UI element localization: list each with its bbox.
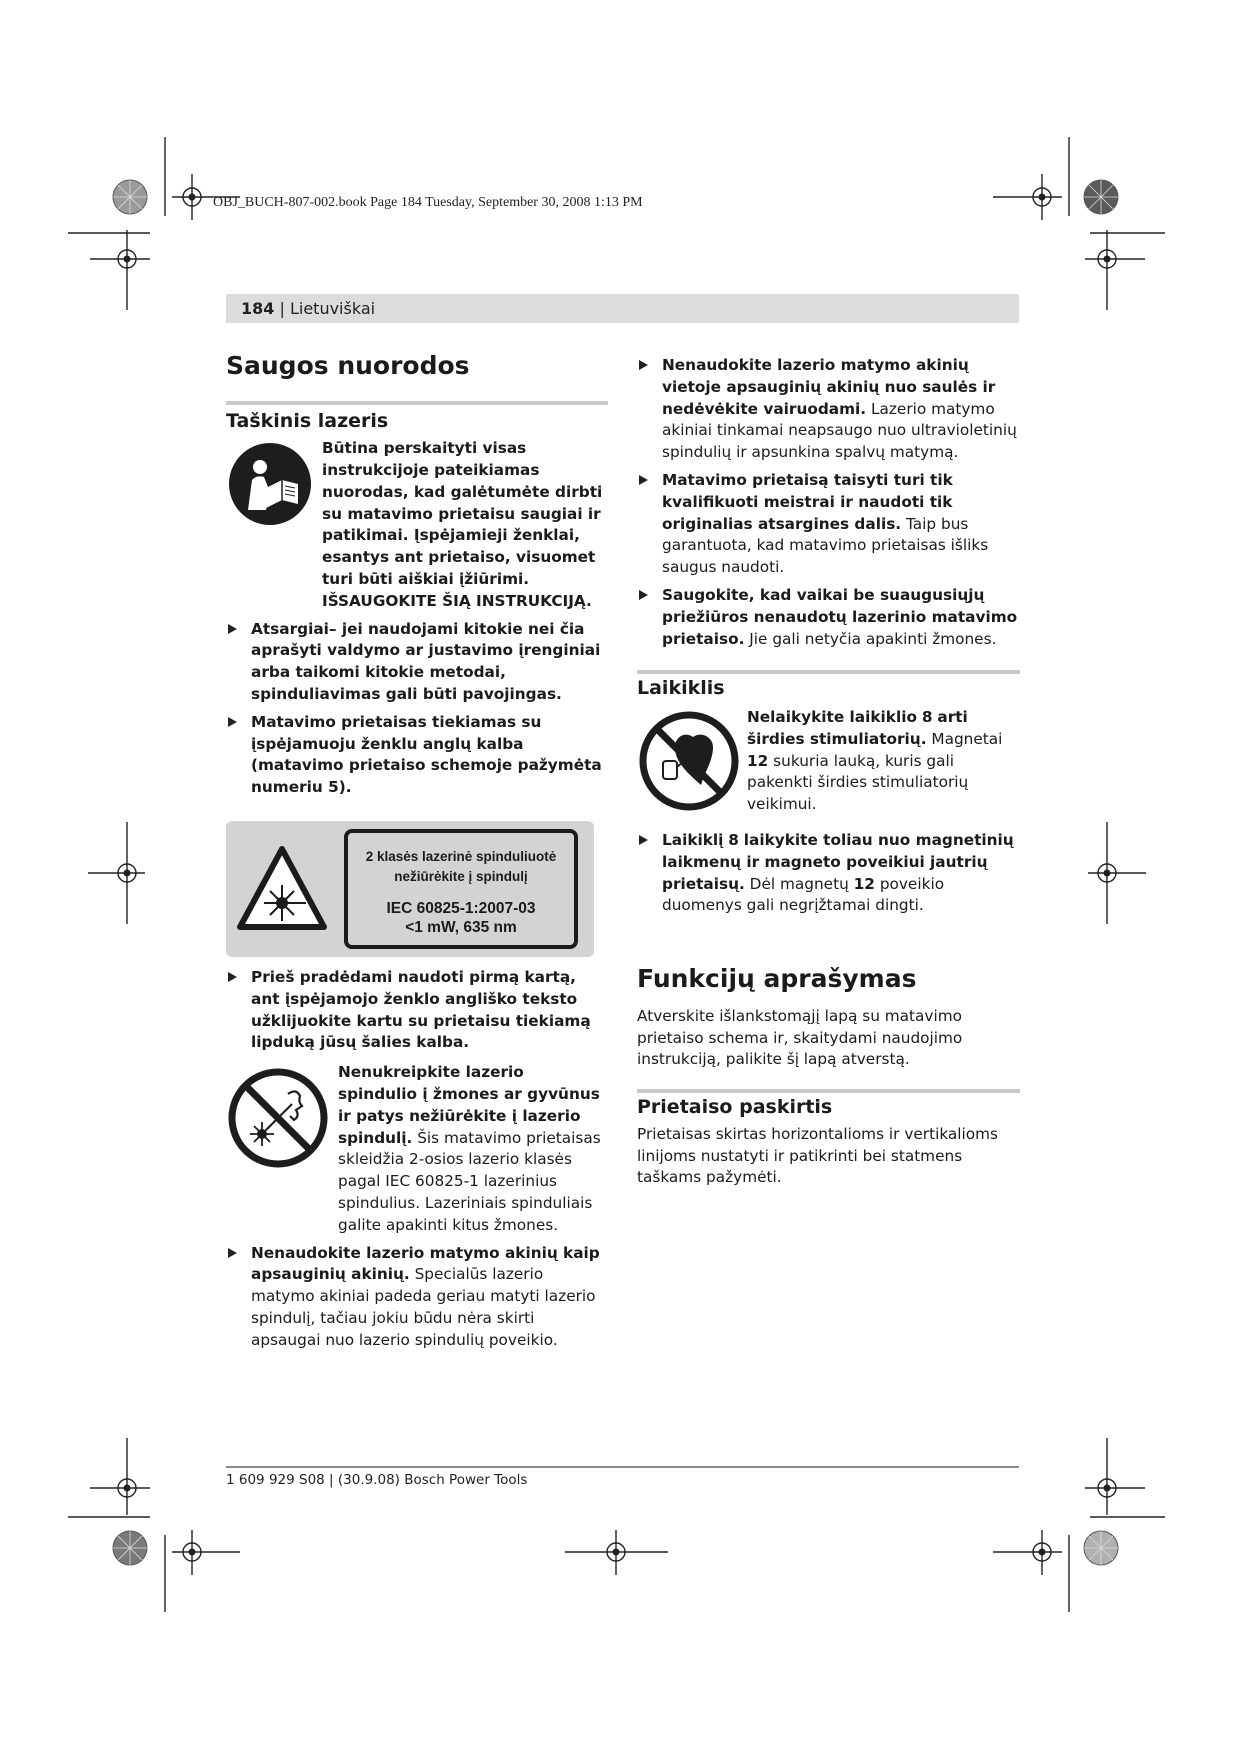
read-manual-icon [226, 440, 314, 528]
laser-warning-text: Nenukreipkite lazerio spindulio į žmones ar gyvūnus ir patys nežiūrėkite į lazerio spindulį. Šis matavimo prietaisas skleidžia 2-osios lazerio klasės pagal IEC 60825-1 lazerinius spindulius. Lazeriniais spinduliais galite apakinti kitus žmones. [338, 1063, 601, 1234]
list-item: Nenaudokite lazerio matymo akinių vietoje apsauginių akinių nuo saulės ir nedėvėkite vairuodami. Lazerio matymo akiniai tinkamai neapsaugo nuo ultravioletinių spindulių ir apsunkina spalvų matymą. [637, 355, 1020, 464]
page-header [241, 299, 375, 318]
list-item: Nenaudokite lazerio matymo akinių kaip apsauginių akinių. Specialūs lazerio matymo akiniai padeda geriau matyti lazerio spindulį, tačiau jokiu būdu nėra skirti apsaugai nuo lazerio spindulių poveikio. [226, 1243, 608, 1352]
section-rule [226, 401, 608, 405]
page-footer: 1 609 929 S08 | (30.9.08) Bosch Power Tools [226, 1472, 528, 1488]
bullet-triangle-icon [639, 360, 648, 370]
bullet-triangle-icon [639, 590, 648, 600]
warning-line-4: <1 mW, 635 nm [405, 918, 517, 936]
bullet-triangle-icon [228, 624, 237, 634]
warning-line-1: 2 klasės lazerinė spinduliuotė [365, 848, 557, 864]
bullet-triangle-icon [639, 835, 648, 845]
function-description-text: Atverskite išlankstomąjį lapą su matavimo prietaiso schema ir, skaitydami naudojimo instrukciją, palikite šį lapą atverstą. [637, 1006, 963, 1069]
section-rule [637, 670, 1020, 674]
pacemaker-warning-text: Nelaikykite laikiklio 8 arti širdies stimuliatorių. Magnetai 12 sukuria lauką, kuris gali pakenkti širdies stimuliatorių veikimui. [747, 708, 1003, 814]
left-column [226, 350, 608, 1351]
intended-use-text: Prietaisas skirtas horizontalioms ir vertikalioms linijoms nustatyti ir patikrinti bei statmens taškams pažymėti. [637, 1124, 999, 1187]
pacemaker-row [637, 707, 1020, 816]
read-manual-row [226, 438, 608, 612]
laser-hazard-row [226, 1062, 608, 1236]
list-item: Matavimo prietaisą taisyti turi tik kvalifikuoti meistrai ir naudoti tik originalias atsargines dalis. Taip bus garantuota, kad matavimo prietaisas išliks saugus naudoti. [637, 470, 1020, 579]
footer-rule [226, 1466, 1019, 1468]
section-rule [637, 1089, 1020, 1093]
print-info: OBJ_BUCH-807-002.book Page 184 Tuesday, September 30, 2008 1:13 PM [213, 195, 643, 210]
left-bullets-3 [226, 1243, 608, 1352]
left-bullets-2 [226, 967, 608, 1054]
left-bullets-1 [226, 619, 608, 799]
safety-title: Saugos nuorodos [226, 351, 470, 380]
right-column [637, 355, 1020, 1189]
point-laser-heading: Taškinis lazeris [226, 409, 389, 432]
bullet-triangle-icon [228, 717, 237, 727]
list-item: Matavimo prietaisas tiekiamas su įspėjamuoju ženklu anglų kalba (matavimo prietaiso schemoje pažymėta numeriu 5). [226, 712, 608, 799]
intended-use-heading: Prietaiso paskirtis [637, 1096, 833, 1119]
no-look-laser-icon [226, 1066, 330, 1170]
read-instructions-text: Būtina perskaityti visas instrukcijoje pateikiamas nuorodas, kad galėtumėte dirbti su matavimo prietaisu saugiai ir patikimai. Įspėjamieji ženklai, esantys ant prietaiso, visuomet turi būti aiškiai įžiūrimi. IŠSAUGOKITE ŠIĄ INSTRUKCIJĄ. [322, 439, 603, 610]
list-item: Saugokite, kad vaikai be suaugusiųjų priežiūros nenaudotų lazerinio matavimo prietaiso. Jie gali netyčia apakinti žmones. [637, 585, 1020, 650]
header-section: Lietuviškai [289, 299, 376, 318]
function-description-title: Funkcijų aprašymas [637, 964, 917, 994]
warning-text-frame [344, 829, 578, 949]
holder-heading: Laikiklis [637, 677, 725, 700]
warning-line-2: nežiūrėkite į spindulį [394, 868, 528, 884]
no-pacemaker-icon [637, 709, 741, 813]
list-item: Atsargiai– jei naudojami kitokie nei čia aprašyti valdymo ar justavimo įrenginiai arba taikomi kitokie metodai, spinduliavimas gali būti pavojingas. [226, 619, 608, 706]
right-bullets-1 [637, 355, 1020, 650]
bullet-triangle-icon [639, 475, 648, 485]
header-separator: | [274, 299, 290, 318]
right-bullets-2 [637, 830, 1020, 917]
warning-line-3: IEC 60825-1:2007-03 [386, 899, 536, 917]
laser-warning-label-image [226, 821, 594, 957]
laser-warning-triangle-icon [236, 843, 328, 935]
list-item: Laikiklį 8 laikykite toliau nuo magnetinių laikmenų ir magneto poveikiui jautrių prietaisų. Dėl magnetų 12 poveikio duomenys gali negrįžtamai dingti. [637, 830, 1020, 917]
bullet-triangle-icon [228, 972, 237, 982]
list-item: Prieš pradėdami naudoti pirmą kartą, ant įspėjamojo ženklo angliško teksto užklijuokite kartu su prietaisu tiekiamą lipduką jūsų šalies kalba. [226, 967, 608, 1054]
bullet-triangle-icon [228, 1248, 237, 1258]
page-number: 184 [241, 299, 275, 318]
